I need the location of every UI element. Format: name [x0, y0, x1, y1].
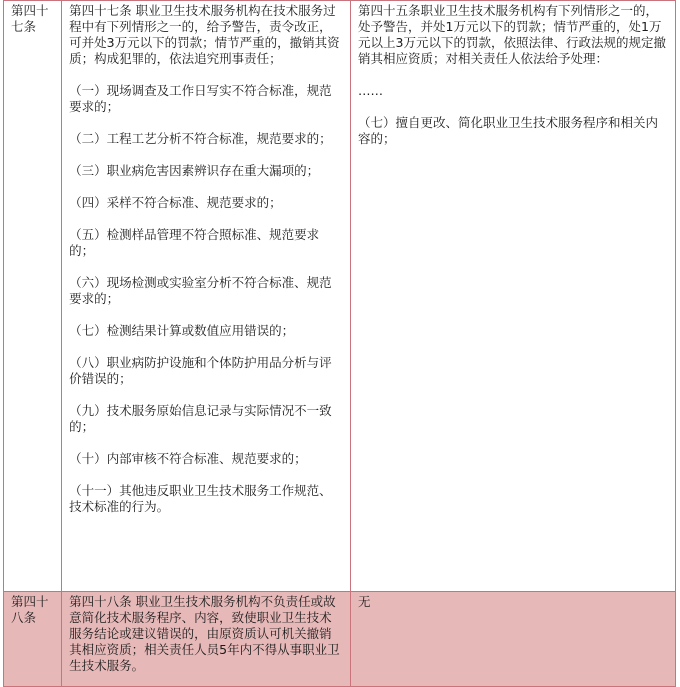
original-item: （一）现场调查及工作日写实不符合标准，规范要求的； — [69, 83, 332, 114]
original-item: （九）技术服务原始信息记录与实际情况不一致的； — [69, 403, 332, 434]
original-item: （五）检测样品管理不符合照标准、规范要求的； — [69, 227, 320, 258]
article-label: 第四十七条 — [11, 3, 49, 34]
revised-item: （七）擅自更改、简化职业卫生技术服务程序和相关内容的； — [358, 115, 659, 146]
original-item: （十一）其他违反职业卫生技术服务工作规范、技术标准的行为。 — [69, 483, 332, 514]
original-item: （十）内部审核不符合标准、规范要求的； — [69, 451, 307, 466]
original-item: （二）工程工艺分析不符合标准，规范要求的； — [69, 131, 332, 146]
table-row — [4, 592, 676, 687]
article-cell — [4, 592, 62, 687]
original-item: （三）职业病危害因素辨识存在重大漏项的； — [69, 163, 320, 178]
revised-text: 无 — [358, 594, 371, 609]
original-item: （四）采样不符合标准、规范要求的； — [69, 195, 282, 210]
revised-text-cell — [351, 1, 676, 592]
original-intro: 第四十七条 职业卫生技术服务机构在技术服务过程中有下列情形之一的，给予警告，责令改正，可并处3万元以下的罚款；情节严重的，撤销其资质；构成犯罪的，依法追究刑事责任； — [69, 3, 340, 66]
original-text: 第四十八条 职业卫生技术服务机构不负责任或故意简化技术服务程序、内容，致使职业卫生技术服务结论或建议错误的，由原资质认可机关撤销其相应资质；相关责任人员5年内不得从事职业卫生技术服务。 — [69, 594, 340, 673]
original-text-cell — [62, 592, 351, 687]
original-item: （八）职业病防护设施和个体防护用品分析与评价错误的； — [69, 355, 332, 386]
original-text-cell — [62, 1, 351, 592]
revised-intro: 第四十五条职业卫生技术服务机构有下列情形之一的，处予警告，并处1万元以下的罚款；情节严重的，处1万元以上3万元以下的罚款，依照法律、行政法规的规定撤销其相应资质；对相关责任人依法给予处理： — [358, 3, 666, 66]
revised-text-cell — [351, 592, 676, 687]
original-item: （七）检测结果计算或数值应用错误的； — [69, 323, 295, 338]
article-cell — [4, 1, 62, 592]
table-row — [4, 1, 676, 592]
comparison-table — [3, 0, 676, 687]
original-item: （六）现场检测或实验室分析不符合标准、规范要求的； — [69, 275, 332, 306]
article-label: 第四十八条 — [11, 594, 49, 625]
revised-ellipsis: …… — [358, 83, 384, 98]
